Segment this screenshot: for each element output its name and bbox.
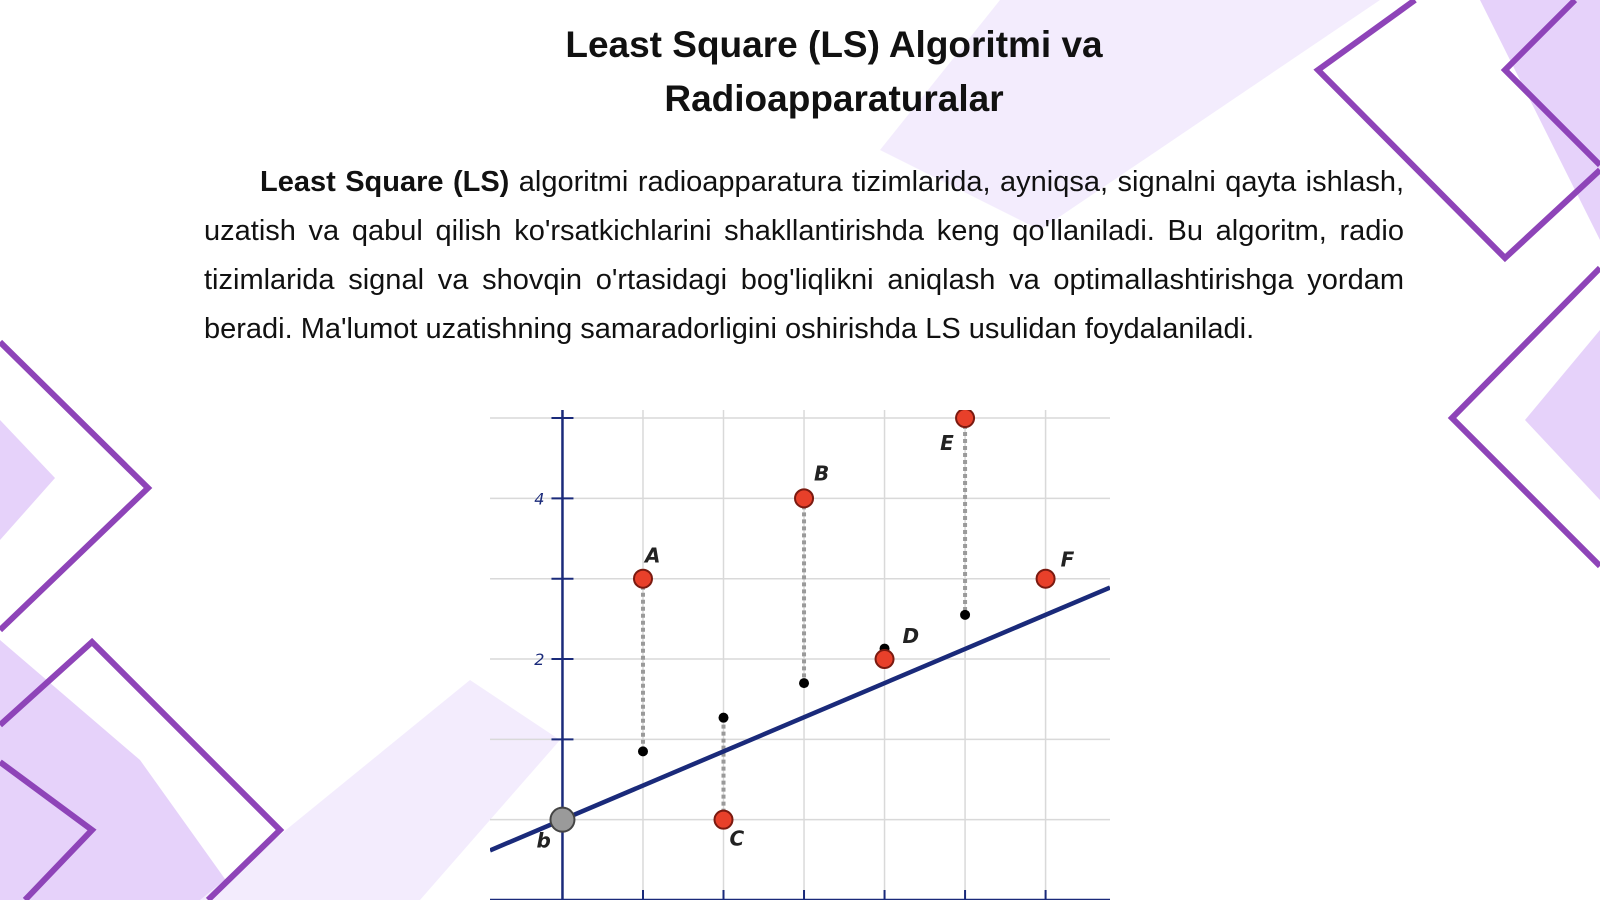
- data-point: [634, 570, 652, 588]
- body-bold-term: Least Square (LS): [260, 166, 510, 198]
- slide-title: [500, 18, 1168, 126]
- data-point-label: A: [644, 543, 661, 568]
- data-point-label: F: [1060, 547, 1075, 572]
- title-line-1: Least Square (LS) Algoritmi va: [565, 24, 1103, 65]
- data-point: [795, 489, 813, 507]
- data-point: [956, 410, 974, 427]
- least-squares-chart: [490, 410, 1110, 900]
- y-tick-label: 2: [534, 650, 545, 670]
- data-point: [1037, 570, 1055, 588]
- fit-point: [638, 746, 648, 756]
- body-paragraph: [204, 158, 1404, 354]
- deco-shape-left-mid: [0, 420, 55, 540]
- fit-point: [960, 610, 970, 620]
- intercept-label: b: [536, 828, 551, 853]
- data-point: [876, 650, 894, 668]
- intercept-point: [550, 808, 574, 832]
- fit-point: [719, 713, 729, 723]
- body-text: algoritmi radioapparatura tizimlarida, ayniqsa, signalni qayta ishlash, uzatish va qabul qilish ko'rsatkichlarini shakllantirishda keng qo'llaniladi. Bu algoritm, radio tizimlarida signal va shovqin o'rtasidagi bog'liqlikni aniqlash va optimallashtirishga yordam beradi. Ma'lumot uzatishning samaradorligini oshirishda LS usulidan foydalaniladi.: [204, 166, 1405, 345]
- data-point-label: E: [940, 431, 954, 456]
- y-tick-label: 4: [534, 489, 545, 509]
- data-point-label: C: [729, 826, 745, 851]
- deco-shape-left-bottom: [0, 640, 240, 900]
- fit-point: [799, 678, 809, 688]
- title-line-2: Radioapparaturalar: [664, 78, 1004, 119]
- regression-line: [490, 588, 1110, 851]
- data-point-label: B: [814, 461, 830, 486]
- deco-shape-right-mid: [1525, 330, 1600, 500]
- data-point-label: D: [902, 624, 920, 649]
